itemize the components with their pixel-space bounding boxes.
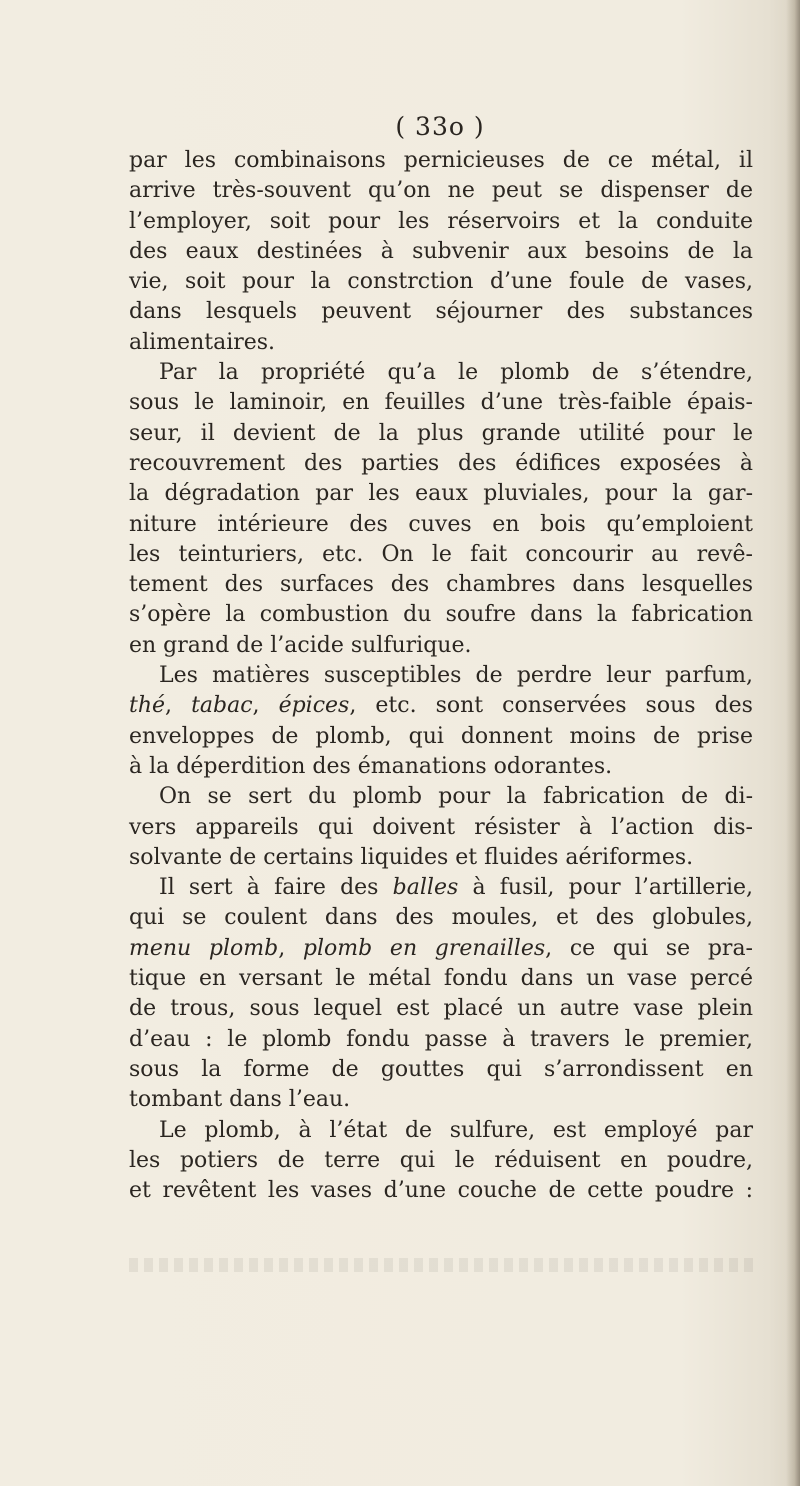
italic-word: thé	[129, 693, 166, 719]
text-line: sous le laminoir, en feuilles d’une très-faible épais-	[129, 390, 753, 416]
line-remainder: , etc. sont conservées sous des	[349, 693, 753, 719]
text-line: arrive très-souvent qu’on ne peut se dispenser de	[129, 178, 753, 204]
text-line: par les combinaisons pernicieuses de ce métal, il	[129, 148, 753, 173]
paragraph-start-line: Par la propriété qu’a le plomb de s’étendre,	[159, 360, 753, 386]
italic-word: épices	[278, 693, 350, 719]
separator: ,	[252, 693, 279, 719]
italic-word: tabac	[191, 693, 253, 719]
paragraph-start-line: On se sert du plomb pour la fabrication de di-	[159, 784, 753, 810]
paragraph-start-line-with-italics	[129, 873, 753, 903]
text-line: la dégradation par les eaux pluviales, pour la gar-	[129, 481, 753, 507]
text-line: et revêtent les vases d’une couche de cette poudre :	[129, 1178, 753, 1204]
text-line: les teinturiers, etc. On le fait concourir au revê-	[129, 541, 753, 567]
text-line: de trous, sous lequel est placé un autre vase plein	[129, 996, 753, 1022]
text-line: recouvrement des parties des édifices exposées à	[129, 450, 753, 476]
text-line: l’employer, soit pour les réservoirs et la conduite	[129, 208, 753, 234]
text-line: seur, il devient de la plus grande utilité pour le	[129, 420, 753, 446]
show-through-bleed	[129, 1252, 753, 1282]
text-line: tement des surfaces des chambres dans lesquelles	[129, 572, 753, 598]
text-line: sous la forme de gouttes qui s’arrondissent en	[129, 1056, 753, 1082]
text-line: d’eau : le plomb fondu passe à travers le premier,	[129, 1026, 753, 1052]
text-line-with-italics	[129, 691, 753, 721]
text-line: à la déperdition des émanations odorantes.	[129, 753, 613, 779]
text-line: enveloppes de plomb, qui donnent moins de prise	[129, 723, 753, 749]
line-remainder: , ce qui se pra-	[545, 935, 753, 961]
italic-phrase: menu plomb	[129, 935, 279, 961]
italic-word: balles	[392, 875, 459, 901]
text-line: des eaux destinées à subvenir aux besoins de la	[129, 238, 753, 264]
text-line: tique en versant le métal fondu dans un vase percé	[129, 966, 753, 992]
line-prefix: Il sert à faire des	[159, 875, 393, 901]
page-edge-shadow	[786, 0, 800, 1486]
text-line: s’opère la combustion du soufre dans la fabrication	[129, 602, 753, 628]
text-line: vie, soit pour la constrction d’une foule de vases,	[129, 269, 753, 295]
italic-phrase: plomb en grenailles	[302, 935, 546, 961]
separator: ,	[165, 693, 192, 719]
text-line: solvante de certains liquides et fluides aériformes.	[129, 844, 694, 870]
text-line: alimentaires.	[129, 329, 276, 355]
text-line-with-italics	[129, 934, 753, 964]
paragraph-start-line: Le plomb, à l’état de sulfure, est employé par	[159, 1117, 753, 1143]
text-line: qui se coulent dans des moules, et des globules,	[129, 905, 753, 931]
text-line: en grand de l’acide sulfurique.	[129, 632, 472, 658]
text-line: vers appareils qui doivent résister à l’action dis-	[129, 814, 753, 840]
show-through-marks	[129, 1258, 753, 1272]
text-line: tombant dans l’eau.	[129, 1087, 351, 1113]
text-line: niture intérieure des cuves en bois qu’emploient	[129, 511, 753, 537]
page-number: ( 33o )	[395, 112, 485, 141]
separator: ,	[278, 935, 303, 961]
text-line: dans lesquels peuvent séjourner des substances	[129, 299, 753, 325]
text-line: les potiers de terre qui le réduisent en poudre,	[129, 1147, 753, 1173]
paragraph-start-line: Les matières susceptibles de perdre leur parfum,	[159, 663, 753, 689]
body-text	[129, 146, 753, 1206]
line-remainder: à fusil, pour l’artillerie,	[458, 875, 754, 901]
